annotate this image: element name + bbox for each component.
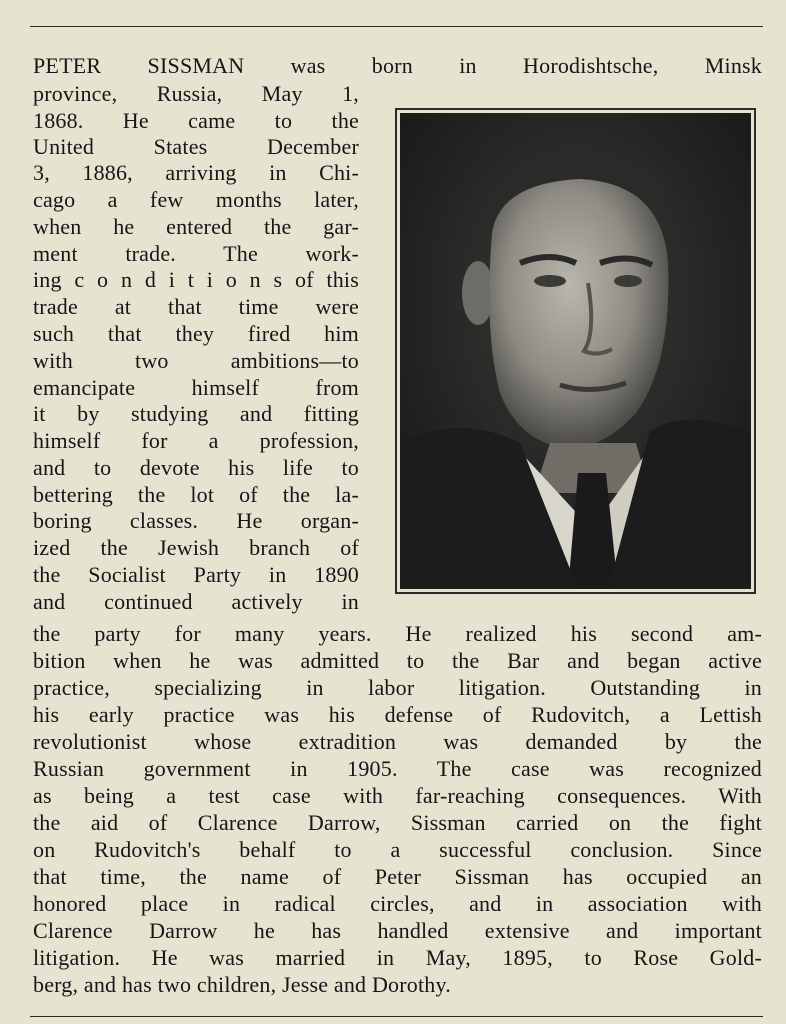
portrait-image (400, 113, 751, 589)
bio-line: ing c o n d i t i o n s of this (33, 267, 359, 292)
bio-line: bition when he was admitted to the Bar and began active (33, 648, 762, 673)
bio-line: Clarence Darrow he has handled extensive and important (33, 918, 762, 943)
bio-line: the aid of Clarence Darrow, Sissman carried on the fight (33, 810, 762, 835)
bio-line: cago a few months later, (33, 187, 359, 212)
bio-line: province, Russia, May 1, (33, 81, 359, 106)
bio-line: it by studying and fitting (33, 401, 359, 426)
bio-line: himself for a profession, (33, 428, 359, 453)
bio-line: berg, and has two children, Jesse and Dorothy. (33, 972, 451, 997)
bio-line: the Socialist Party in 1890 (33, 562, 359, 587)
bio-line: 1868. He came to the (33, 108, 359, 133)
bio-line: United States December (33, 134, 359, 159)
bio-line: the party for many years. He realized his second am- (33, 621, 762, 646)
bio-line: 3, 1886, arriving in Chi- (33, 160, 359, 185)
top-rule (30, 26, 763, 27)
bio-line: honored place in radical circles, and in association with (33, 891, 762, 916)
bio-line: practice, specializing in labor litigation. Outstanding in (33, 675, 762, 700)
bio-line: and continued actively in (33, 589, 359, 614)
bio-line: revolutionist whose extradition was demanded by the (33, 729, 762, 754)
portrait-photo (395, 108, 756, 594)
bottom-rule (30, 1016, 763, 1017)
bio-line: Russian government in 1905. The case was recognized (33, 756, 762, 781)
bio-line: that time, the name of Peter Sissman has occupied an (33, 864, 762, 889)
bio-line: on Rudovitch's behalf to a successful conclusion. Since (33, 837, 762, 862)
bio-line: trade at that time were (33, 294, 359, 319)
bio-line: his early practice was his defense of Rudovitch, a Lettish (33, 702, 762, 727)
bio-line: boring classes. He organ- (33, 508, 359, 533)
bio-line: with two ambitions—to (33, 348, 359, 373)
bio-line: litigation. He was married in May, 1895, to Rose Gold- (33, 945, 762, 970)
bio-line: ment trade. The work- (33, 241, 359, 266)
bio-line: ized the Jewish branch of (33, 535, 359, 560)
bio-line: as being a test case with far-reaching consequences. With (33, 783, 762, 808)
bio-line: when he entered the gar- (33, 214, 359, 239)
bio-line: bettering the lot of the la- (33, 482, 359, 507)
bio-line: emancipate himself from (33, 375, 359, 400)
bio-first-line: PETER SISSMAN was born in Horodishtsche, Minsk (33, 53, 762, 78)
bio-line: and to devote his life to (33, 455, 359, 480)
bio-line: such that they fired him (33, 321, 359, 346)
